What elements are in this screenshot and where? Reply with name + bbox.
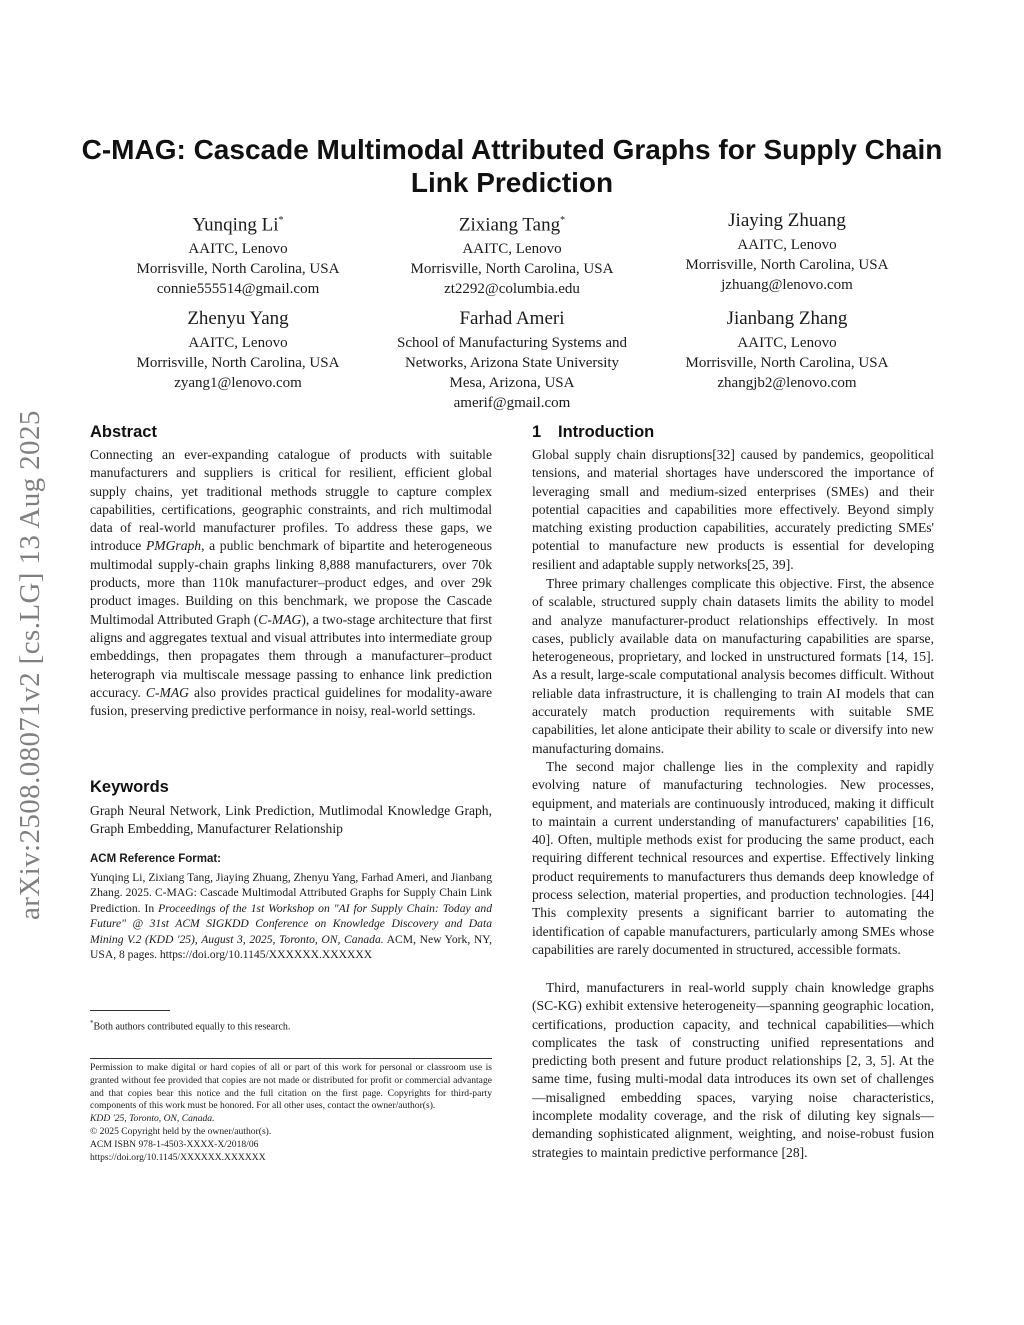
intro-paragraph: The second major challenge lies in the complexity and rapidly evolving nature of manufacturing technologies. New processes, equipment, and materials are continuously introduced, making it difficult to maintain a current understanding of manufacturers' capabilities [16, 40]. Often, multiple methods exist for producing the same product, each requiring different technical resources and expertise. Effectively linking product requirements to manufacturers thus demands deep knowledge of process selection, material properties, and production technologies. [44] This complexity presents a significant barrier to automating the identification of capable manufacturers, particularly among SMEs whose capabilities are rarely documented in structured, accessible formats. (532, 759, 934, 957)
author-name: Jianbang Zhang (726, 308, 848, 329)
footnote: *Both authors contributed equally to this research. (90, 1019, 291, 1033)
keywords-heading: Keywords (90, 778, 169, 796)
introduction-heading: 1 Introduction (532, 423, 655, 441)
author-affiliation: AAITC, Lenovo (188, 335, 288, 351)
author-location: Morrisville, North Carolina, USA (685, 257, 889, 273)
author-email[interactable]: amerif@gmail.com (453, 395, 571, 411)
arxiv-identifier: arXiv:2508.08071v2 [cs.LG] 13 Aug 2025 (14, 410, 46, 920)
author-affiliation: Networks, Arizona State University (404, 355, 620, 371)
intro-paragraph: Three primary challenges complicate this objective. First, the absence of scalable, structured supply chain datasets limits the ability to model and analyze manufacturer-product relationships effectively. In most cases, publicly available data on manufacturing capabilities are sparse, heterogeneous, proprietary, and locked in unstructured formats [14, 15]. As a result, large-scale computational analysis becomes difficult. Without reliable data infrastructure, it is challenging to train AI models that can accurately match production requirements with suitable SME capabilities, let alone anticipate their ability to scale or diversify into new manufacturing domains. (532, 576, 934, 756)
abstract-heading: Abstract (90, 423, 157, 441)
author-name: Zixiang Tang* (458, 214, 566, 236)
doi-link[interactable]: https://doi.org/10.1145/XXXXXX.XXXXXX (90, 1151, 266, 1163)
author-affiliation: AAITC, Lenovo (737, 237, 837, 253)
author-block (103, 209, 373, 299)
author-name: Farhad Ameri (459, 308, 565, 329)
author-location: Morrisville, North Carolina, USA (685, 355, 889, 371)
author-email[interactable]: zt2292@columbia.edu (444, 281, 580, 298)
keywords-text: Graph Neural Network, Link Prediction, Mutlimodal Knowledge Graph, Graph Embedding, Manufacturer Relationship (90, 803, 492, 837)
author-email[interactable]: jzhuang@lenovo.com (721, 277, 853, 293)
equal-contribution-mark: * (560, 215, 566, 226)
author-location: Mesa, Arizona, USA (449, 375, 575, 391)
intro-paragraph: Third, manufacturers in real-world supply chain knowledge graphs (SC-KG) exhibit extensive heterogeneity—spanning geographic location, certifications, production capacity, and technical capabilities—which complicates the task of constructing unified representations and predicting both present and future product relationships [2, 3, 5]. At the same time, fusing multi-modal data introduces its own set of challenges—misaligned embedding spaces, varying noise characteristics, incomplete modality coverage, and the risk of diluting key signals—demanding sophisticated alignment, weighting, and noise-robust fusion strategies to maintain predictive performance [28]. (532, 980, 934, 1160)
author-location: Morrisville, North Carolina, USA (136, 355, 340, 371)
author-affiliation: AAITC, Lenovo (462, 241, 562, 258)
author-block (652, 209, 922, 295)
author-affiliation: AAITC, Lenovo (188, 241, 288, 258)
author-email[interactable]: zyang1@lenovo.com (174, 375, 302, 391)
author-location: Morrisville, North Carolina, USA (136, 261, 340, 278)
permission-divider (90, 1058, 492, 1059)
author-block (377, 307, 647, 413)
abstract-text: Connecting an ever-expanding catalogue of products with suitable manufacturers and suppliers is critical for resilient, efficient global supply chains, yet traditional methods struggle to capture complex capabilities, certifications, geographic constraints, and rich multimodal data of real-world manufacturer profiles. To address these gaps, we introduce PMGraph, a public benchmark of bipartite and heterogeneous multimodal supply-chain graphs linking 8,888 manufacturers, over 70k products, more than 110k manufacturer–product edges, and over 29k product images. Building on this benchmark, we propose the Cascade Multimodal Attributed Graph (C-MAG), a two-stage architecture that first aligns and aggregates textual and visual attributes into intermediate group embeddings, then propagates them through a manufacturer–product heterograph via multiscale message passing to enhance link prediction accuracy. C-MAG also provides practical guidelines for modality-aware fusion, preserving predictive performance in noisy, real-world settings. (90, 447, 493, 719)
author-name: Jiaying Zhuang (728, 210, 846, 231)
intro-paragraph: Global supply chain disruptions[32] caused by pandemics, geopolitical tensions, and material shortages have underscored the importance of leveraging small and medium-sized enterprises (SMEs) and their potential capacities and capabilities more effectively. Beyond simply matching existing production capabilities, accurately predicting SMEs' potential to manufacture new products is essential for developing resilient and adaptable supply networks[25, 39]. (532, 447, 934, 572)
acm-reference-heading: ACM Reference Format: (90, 853, 221, 865)
paper-title: C-MAG: Cascade Multimodal Attributed Graphs for Supply Chain Link Prediction (81, 134, 943, 198)
footnote-divider (90, 1010, 170, 1011)
author-email[interactable]: connie555514@gmail.com (156, 281, 320, 298)
author-affiliation: School of Manufacturing Systems and (397, 335, 627, 351)
author-name: Zhenyu Yang (187, 308, 289, 329)
acm-reference-text: Yunqing Li, Zixiang Tang, Jiaying Zhuang, Zhenyu Yang, Farhad Ameri, and Jianbang Zhang. 2025. C-MAG: Cascade Multimodal Attributed Graphs for Supply Chain Link Prediction. In Proceedings of the 1st Workshop on "AI for Supply Chain: Today and Future" @ 31st ACM SIGKDD Conference on Knowledge Discovery and Data Mining V.2 (KDD '25), August 3, 2025, Toronto, ON, Canada. ACM, New York, NY, USA, 8 pages. https://doi.org/10.1145/XXXXXX.XXXXXX (90, 871, 492, 962)
author-email[interactable]: zhangjb2@lenovo.com (717, 375, 857, 391)
author-block (652, 307, 922, 393)
author-name: Yunqing Li* (192, 214, 284, 236)
author-affiliation: AAITC, Lenovo (737, 335, 837, 351)
permission-notice: Permission to make digital or hard copies of all or part of this work for personal or classroom use is granted without fee provided that copies are not made or distributed for profit or commercial advantage and that copies bear this notice and the full citation on the first page. Copyrights for third-party components of this work must be honored. For all other uses, contact the owner/author(s). KDD '25, Toronto, ON, Canada. © 2025 Copyright held by the owner/author(s). ACM ISBN 978-1-4503-XXXX-X/2018/06 https://doi.org/10.1145/XXXXXX.XXXXXX (90, 1062, 492, 1163)
author-location: Morrisville, North Carolina, USA (410, 261, 614, 278)
author-block (377, 209, 647, 299)
equal-contribution-mark: * (278, 215, 284, 226)
author-block (103, 307, 373, 393)
